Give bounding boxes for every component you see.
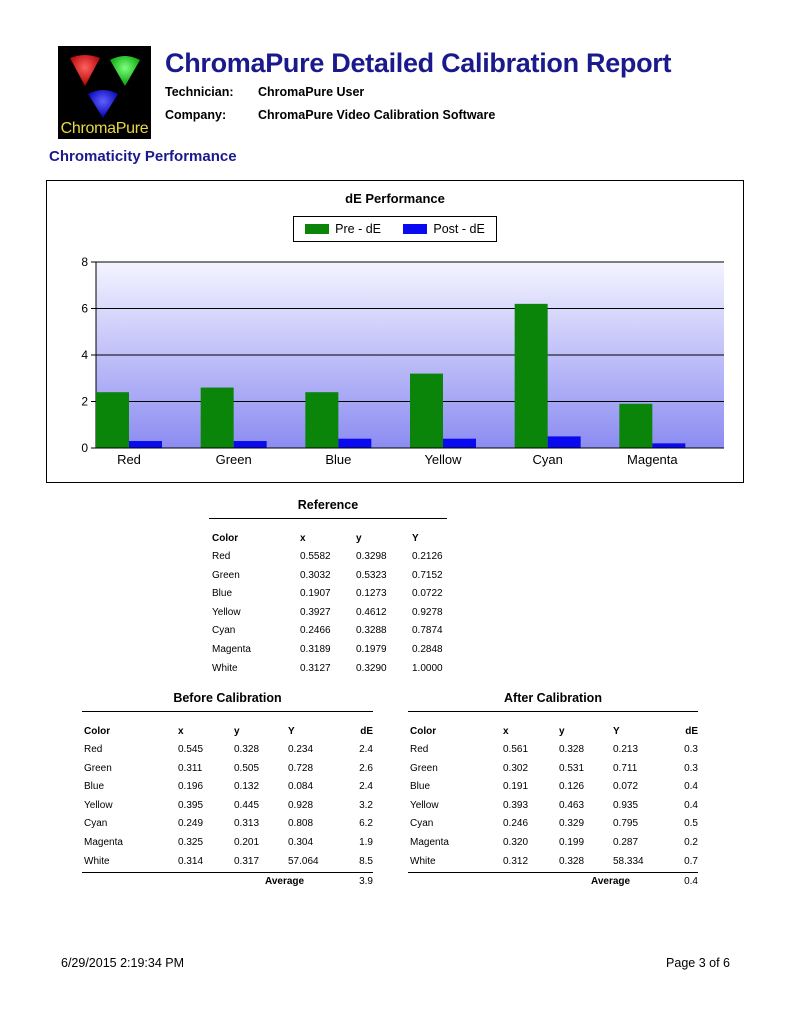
before-cell: 57.064 — [288, 855, 319, 867]
bar-pre-red — [96, 392, 129, 448]
after-cell: 0.302 — [503, 762, 529, 774]
footer-page-number: Page 3 of 6 — [666, 956, 730, 970]
after-header-1: x — [503, 726, 509, 737]
reference-cell: Blue — [212, 588, 233, 600]
x-tick-label: Green — [215, 452, 252, 467]
bar-post-cyan — [548, 436, 581, 448]
reference-cell: 0.3127 — [300, 662, 331, 674]
after-cell: 0.328 — [559, 744, 585, 755]
before-header-2: y — [234, 726, 240, 737]
before-cell: 0.728 — [288, 762, 314, 774]
after-cell: 0.126 — [559, 781, 585, 793]
before-cell: Cyan — [84, 818, 108, 830]
y-tick-label: 4 — [81, 348, 88, 362]
x-tick-label: Magenta — [627, 452, 678, 467]
after-cell: 0.213 — [613, 744, 639, 755]
after-cell: 0.393 — [503, 799, 529, 811]
after-title: After Calibration — [504, 691, 602, 705]
after-cell: Red — [410, 744, 429, 755]
after-cell: 0.4 — [684, 799, 698, 811]
reference-header-0: Color — [212, 533, 239, 544]
reference-cell: 0.7874 — [412, 625, 443, 637]
reference-cell: 0.7152 — [412, 569, 443, 581]
bar-post-magenta — [652, 443, 685, 448]
reference-cell: 0.2848 — [412, 644, 443, 655]
reference-cell: 0.1273 — [356, 588, 387, 600]
reference-cell: 0.5323 — [356, 569, 387, 581]
x-tick-label: Yellow — [424, 452, 462, 467]
before-cell: 0.084 — [288, 781, 314, 793]
reference-cell: Yellow — [212, 606, 241, 618]
before-rule-bottom — [82, 872, 373, 873]
before-cell: 0.313 — [234, 818, 260, 830]
after-cell: 0.7 — [684, 855, 698, 867]
after-average-value: 0.4 — [684, 876, 698, 887]
before-cell: 0.132 — [234, 781, 260, 793]
after-cell: 0.199 — [559, 837, 585, 848]
after-cell: 0.246 — [503, 818, 529, 830]
before-cell: Magenta — [84, 837, 123, 848]
before-title: Before Calibration — [173, 691, 282, 705]
reference-cell: 0.3288 — [356, 625, 387, 637]
after-cell: 0.935 — [613, 799, 639, 811]
before-rule-top — [82, 711, 373, 712]
before-header-0: Color — [84, 726, 111, 737]
before-cell: 0.445 — [234, 799, 260, 811]
before-cell: Blue — [84, 781, 105, 793]
y-tick-label: 0 — [81, 441, 88, 455]
section-heading: Chromaticity Performance — [49, 148, 237, 165]
before-header-3: Y — [288, 726, 295, 737]
before-cell: 1.9 — [359, 837, 373, 848]
after-cell: 0.072 — [613, 781, 639, 793]
reference-cell: 0.9278 — [412, 606, 443, 618]
after-cell: 0.2 — [684, 837, 698, 848]
chromapure-logo — [58, 46, 151, 139]
bar-post-yellow — [443, 439, 476, 448]
after-cell: 0.3 — [684, 744, 698, 755]
bar-pre-blue — [305, 392, 338, 448]
before-cell: 8.5 — [359, 855, 373, 867]
before-cell: 2.4 — [359, 744, 373, 755]
chart-legend — [293, 216, 497, 242]
before-cell: 0.545 — [178, 744, 204, 755]
y-tick-label: 8 — [81, 255, 88, 269]
before-cell: 0.314 — [178, 855, 204, 867]
de-performance-chart — [46, 180, 744, 483]
reference-header-1: x — [300, 533, 306, 544]
legend-swatch-post — [403, 224, 427, 234]
after-cell: Magenta — [410, 837, 449, 848]
after-cell: Blue — [410, 781, 431, 793]
bar-post-green — [234, 441, 267, 448]
legend-swatch-pre — [305, 224, 329, 234]
before-header-4: dE — [360, 726, 373, 737]
after-cell: 0.5 — [684, 818, 698, 830]
before-average-value: 3.9 — [359, 876, 373, 887]
after-cell: 0.795 — [613, 818, 639, 830]
after-cell: 0.312 — [503, 855, 529, 867]
chart-title: dE Performance — [345, 191, 445, 206]
before-cell: White — [84, 855, 110, 867]
before-header-1: x — [178, 726, 184, 737]
reference-cell: 0.2126 — [412, 551, 443, 562]
bar-post-blue — [338, 439, 371, 448]
after-cell: 0.328 — [559, 855, 585, 867]
reference-cell: 0.3032 — [300, 569, 331, 581]
technician-label: Technician: — [165, 85, 234, 99]
reference-cell: Green — [212, 569, 240, 581]
after-cell: 0.4 — [684, 781, 698, 793]
reference-cell: 1.0000 — [412, 662, 443, 674]
before-cell: 0.928 — [288, 799, 314, 811]
reference-rule — [209, 518, 447, 519]
reference-cell: Magenta — [212, 644, 251, 655]
after-cell: 0.191 — [503, 781, 529, 793]
before-cell: 0.249 — [178, 818, 204, 830]
reference-cell: 0.1979 — [356, 644, 387, 655]
before-cell: 0.304 — [288, 837, 314, 848]
reference-cell: Cyan — [212, 625, 236, 637]
legend-label-post: Post - dE — [433, 222, 485, 236]
before-cell: 0.311 — [178, 762, 203, 774]
company-value: ChromaPure Video Calibration Software — [258, 108, 496, 122]
after-cell: Yellow — [410, 799, 439, 811]
reference-cell: 0.4612 — [356, 606, 387, 618]
x-tick-label: Cyan — [532, 452, 563, 467]
after-cell: 0.329 — [559, 818, 585, 830]
reference-cell: 0.0722 — [412, 588, 443, 600]
y-tick-label: 2 — [81, 394, 88, 409]
after-header-4: dE — [685, 726, 698, 737]
after-rule-bottom — [408, 872, 698, 873]
before-cell: 0.234 — [288, 744, 314, 755]
after-cell: 0.711 — [613, 762, 638, 774]
legend-label-pre: Pre - dE — [335, 222, 382, 236]
before-cell: 3.2 — [359, 799, 373, 811]
before-cell: Yellow — [84, 799, 113, 811]
before-cell: 0.325 — [178, 837, 204, 848]
reference-cell: 0.5582 — [300, 551, 331, 562]
reference-cell: 0.3927 — [300, 606, 331, 618]
before-cell: 0.196 — [178, 781, 204, 793]
before-cell: 0.328 — [234, 744, 260, 755]
bar-pre-cyan — [515, 304, 548, 448]
reference-cell: 0.2466 — [300, 625, 331, 637]
after-average-label: Average — [591, 876, 631, 887]
after-header-3: Y — [613, 726, 620, 737]
before-cell: 2.4 — [359, 781, 373, 793]
x-tick-label: Blue — [325, 452, 352, 467]
before-cell: 0.317 — [234, 855, 260, 867]
before-cell: 6.2 — [359, 818, 373, 830]
reference-header-2: y — [356, 533, 362, 544]
reference-cell: 0.3290 — [356, 662, 387, 674]
after-cell: Green — [410, 762, 438, 774]
technician-value: ChromaPure User — [258, 85, 365, 99]
reference-header-3: Y — [412, 533, 419, 544]
after-cell: White — [410, 855, 436, 867]
reference-cell: 0.3298 — [356, 551, 387, 562]
before-cell: Green — [84, 762, 112, 774]
bar-post-red — [129, 441, 162, 448]
after-header-0: Color — [410, 726, 437, 737]
after-cell: 0.3 — [684, 762, 698, 774]
before-cell: Red — [84, 744, 103, 755]
before-cell: 2.6 — [359, 762, 373, 774]
footer-timestamp: 6/29/2015 2:19:34 PM — [61, 956, 185, 970]
before-average-label: Average — [265, 876, 305, 887]
after-cell: 0.287 — [613, 837, 639, 848]
bar-pre-magenta — [619, 404, 652, 448]
reference-cell: White — [212, 662, 238, 674]
legend-item-post — [403, 222, 484, 236]
after-header-2: y — [559, 726, 565, 737]
reference-cell: 0.1907 — [300, 588, 331, 600]
before-cell: 0.808 — [288, 818, 314, 830]
before-cell: 0.201 — [234, 837, 260, 848]
after-rule-top — [408, 711, 698, 712]
y-tick-label: 6 — [81, 301, 88, 316]
bar-pre-yellow — [410, 374, 443, 448]
x-tick-label: Red — [117, 452, 141, 467]
before-cell: 0.395 — [178, 799, 204, 811]
report-title: ChromaPure Detailed Calibration Report — [165, 48, 672, 78]
after-cell: 0.463 — [559, 799, 585, 811]
after-cell: 58.334 — [613, 855, 644, 867]
legend-item-pre — [305, 222, 381, 236]
logo-text: ChromaPure — [60, 120, 149, 137]
bar-pre-green — [201, 388, 234, 448]
reference-cell: Red — [212, 551, 231, 562]
company-label: Company: — [165, 108, 227, 122]
reference-title: Reference — [297, 498, 359, 512]
after-cell: 0.561 — [503, 744, 529, 755]
after-cell: Cyan — [410, 818, 434, 830]
before-cell: 0.505 — [234, 762, 260, 774]
reference-cell: 0.3189 — [300, 644, 331, 655]
after-cell: 0.531 — [559, 762, 585, 774]
after-cell: 0.320 — [503, 837, 529, 848]
